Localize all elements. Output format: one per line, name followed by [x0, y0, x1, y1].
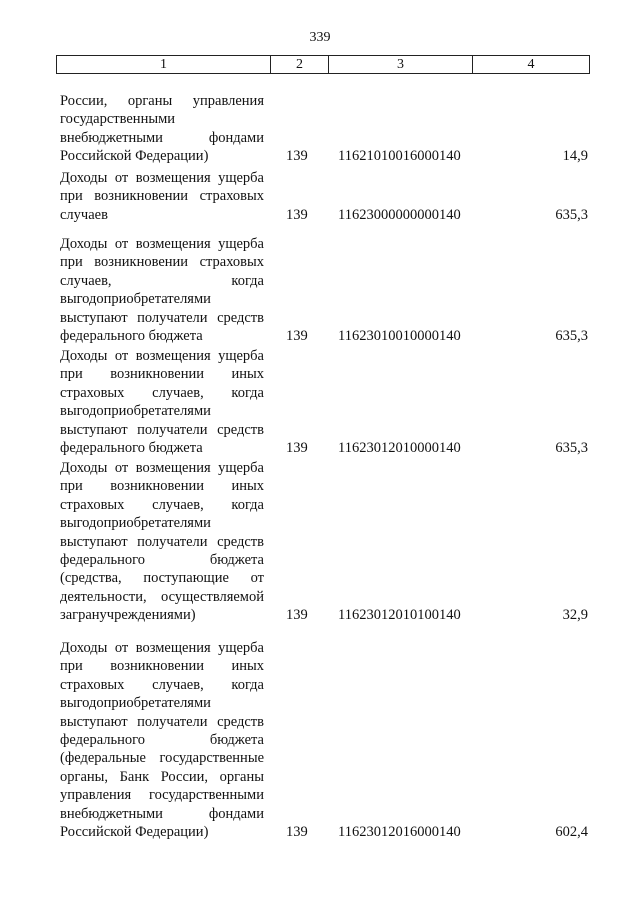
- row-admin-code: 139: [286, 328, 308, 344]
- description-line: внебюджетными фондами: [60, 805, 264, 822]
- column-header-1: 1: [57, 56, 271, 74]
- row-amount: 32,9: [562, 607, 588, 624]
- description-line: внебюджетными фондами: [60, 129, 264, 146]
- description-line: при возникновении иных: [60, 366, 264, 383]
- row-admin-code: 139: [286, 440, 308, 456]
- description-line: выступают получатели средств: [60, 713, 264, 730]
- column-header-table: [56, 55, 590, 74]
- description-line: Российской Федерации): [60, 824, 209, 841]
- row-amount: 635,3: [555, 328, 588, 344]
- description-line: (средства, поступающие от: [60, 570, 264, 587]
- row-description: [60, 347, 264, 457]
- description-line: органы, Банк России, органы: [60, 768, 264, 785]
- description-line: при возникновении страховых: [60, 188, 264, 205]
- row-description: [60, 92, 264, 166]
- description-line: выгодоприобретателями: [60, 403, 211, 420]
- row-budget-code: 11623000000000140: [338, 206, 461, 223]
- description-line: Доходы от возмещения ущерба: [60, 170, 264, 186]
- description-line: федерального бюджета: [60, 732, 264, 749]
- row-description: [60, 459, 264, 625]
- description-line: Доходы от возмещения ущерба: [60, 460, 264, 476]
- description-line: федерального бюджета: [60, 440, 203, 457]
- description-line: случаев: [60, 206, 108, 223]
- description-line: Российской Федерации): [60, 148, 209, 165]
- description-line: деятельности, осуществляемой: [60, 588, 264, 605]
- description-line: выступают получатели средств: [60, 533, 264, 550]
- column-header-2: 2: [271, 56, 329, 74]
- row-budget-code: 11623012010100140: [338, 607, 461, 624]
- column-header-4: 4: [473, 56, 590, 74]
- row-budget-code: 11623012016000140: [338, 824, 461, 840]
- description-line: случаев, когда: [60, 272, 264, 289]
- page-number: 339: [309, 30, 331, 45]
- description-line: (федеральные государственные: [60, 750, 264, 767]
- description-line: Доходы от возмещения ущерба: [60, 236, 264, 252]
- column-header-3: 3: [329, 56, 473, 74]
- description-line: выступают получатели средств: [60, 309, 264, 326]
- description-line: России, органы управления: [60, 93, 264, 109]
- description-line: Доходы от возмещения ущерба: [60, 348, 264, 364]
- row-admin-code: 139: [286, 148, 308, 165]
- description-line: выступают получатели средств: [60, 421, 264, 438]
- description-line: страховых случаев, когда: [60, 496, 264, 513]
- row-budget-code: 11623010010000140: [338, 328, 461, 344]
- column-header-row: [57, 56, 590, 74]
- description-line: при возникновении иных: [60, 658, 264, 675]
- row-budget-code: 11621010016000140: [338, 148, 461, 165]
- description-line: выгодоприобретателями: [60, 515, 211, 532]
- description-line: Доходы от возмещения ущерба: [60, 640, 264, 656]
- description-line: выгодоприобретателями: [60, 695, 211, 712]
- description-line: страховых случаев, когда: [60, 384, 264, 401]
- description-line: выгодоприобретателями: [60, 291, 211, 308]
- description-line: загранучреждениями): [60, 607, 196, 624]
- row-admin-code: 139: [286, 607, 308, 624]
- description-line: при возникновении страховых: [60, 254, 264, 271]
- row-admin-code: 139: [286, 824, 308, 840]
- row-description: [60, 235, 264, 345]
- description-line: федерального бюджета: [60, 552, 264, 569]
- description-line: государственными: [60, 111, 176, 128]
- row-admin-code: 139: [286, 206, 308, 223]
- row-amount: 635,3: [555, 440, 588, 456]
- row-budget-code: 11623012010000140: [338, 440, 461, 456]
- row-amount: 14,9: [562, 148, 588, 165]
- description-line: управления государственными: [60, 787, 264, 804]
- row-amount: 635,3: [555, 206, 588, 223]
- description-line: федерального бюджета: [60, 328, 203, 345]
- row-description: [60, 639, 264, 841]
- description-line: страховых случаев, когда: [60, 676, 264, 693]
- row-description: [60, 169, 264, 224]
- description-line: при возникновении иных: [60, 478, 264, 495]
- row-amount: 602,4: [555, 824, 588, 840]
